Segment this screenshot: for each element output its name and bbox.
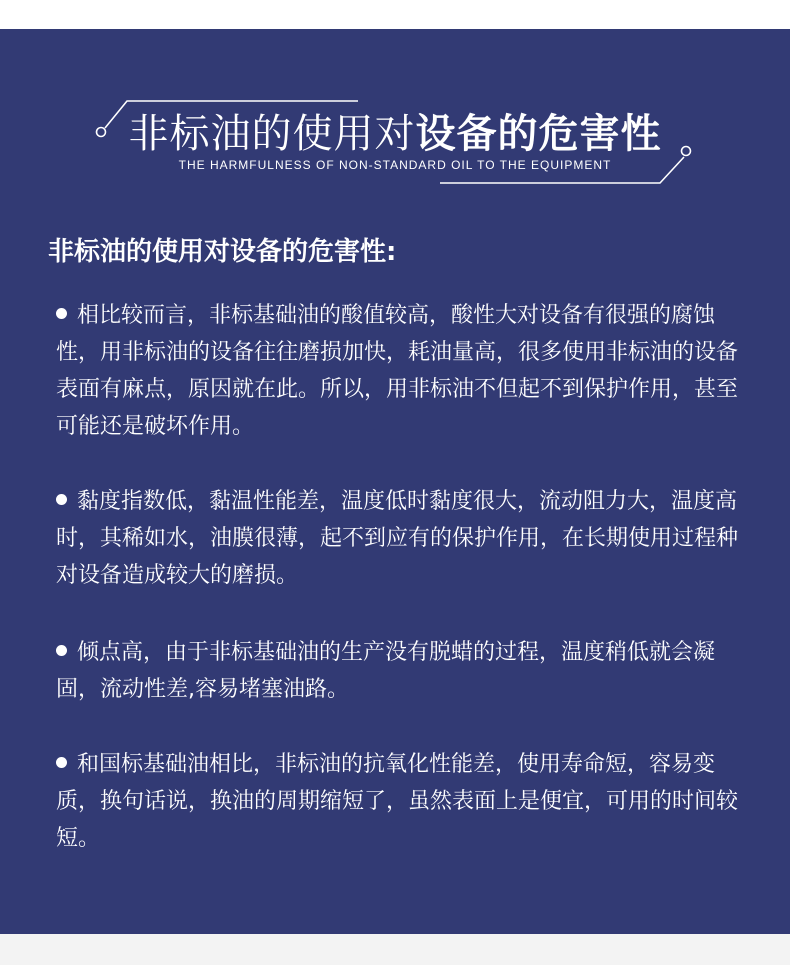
page-subtitle: THE HARMFULNESS OF NON-STANDARD OIL TO THE EQUIPMENT: [178, 158, 612, 172]
bullet-icon: [56, 757, 67, 768]
paragraph-pour-point: [56, 634, 746, 708]
bullet-icon: [56, 308, 67, 319]
footer-strip: [0, 934, 790, 965]
page-title: [0, 110, 790, 158]
page-title-part2: 设备的危害性: [415, 111, 662, 157]
paragraph-viscosity: [56, 483, 746, 594]
paragraph-text: 倾点高，由于非标基础油的生产没有脱蜡的过程，温度稍低就会凝固，流动性差,容易堵塞油路。: [56, 640, 716, 702]
page-title-part1: 非标油的使用对: [128, 111, 416, 157]
paragraph-text: 相比较而言，非标基础油的酸值较高，酸性大对设备有很强的腐蚀性，用非标油的设备往往磨损加快，耗油量高，很多使用非标油的设备表面有麻点，原因就在此。所以，用非标油不但起不到保护作用，甚至可能还是破坏作用。: [56, 303, 739, 439]
paragraph-oxidation: [56, 746, 746, 857]
paragraph-text: 和国标基础油相比，非标油的抗氧化性能差，使用寿命短，容易变质，换句话说，换油的周期缩短了，虽然表面上是便宜，可用的时间较短。: [56, 752, 739, 851]
paragraph-acidity: [56, 297, 746, 445]
section-heading: 非标油的使用对设备的危害性:: [48, 237, 397, 267]
bullet-icon: [56, 494, 67, 505]
bullet-icon: [56, 645, 67, 656]
paragraph-text: 黏度指数低，黏温性能差，温度低时黏度很大，流动阻力大，温度高时，其稀如水，油膜很薄，起不到应有的保护作用，在长期使用过程种对设备造成较大的磨损。: [56, 489, 739, 588]
